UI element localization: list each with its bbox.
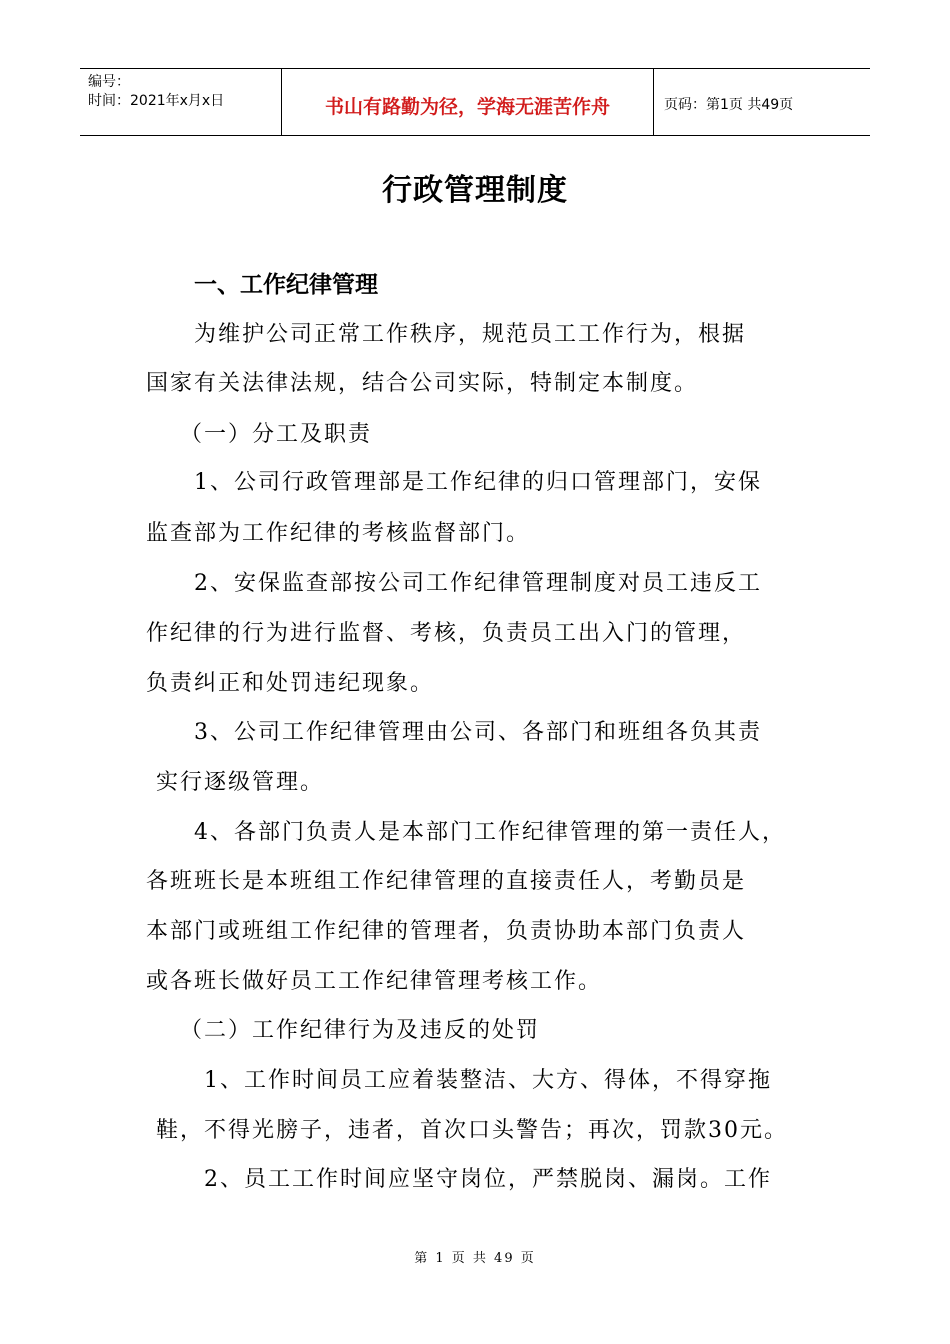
paragraph-line: 1、公司行政管理部是工作纪律的归口管理部门，安保 [194, 470, 762, 495]
header-meta-cell [80, 69, 282, 135]
paragraph-line: 各班班长是本班组工作纪律管理的直接责任人，考勤员是 [146, 869, 747, 894]
paragraph-line: 鞋，不得光膀子，违者，首次口头警告；再次，罚款30元。 [156, 1118, 788, 1143]
section-heading: 一、工作纪律管理 [194, 272, 378, 298]
paragraph-line: 本部门或班组工作纪律的管理者，负责协助本部门负责人 [146, 919, 747, 944]
header-table [80, 68, 870, 136]
paragraph-line: 为维护公司正常工作秩序，规范员工工作行为，根据 [194, 322, 747, 347]
paragraph-line: 实行逐级管理。 [156, 770, 325, 795]
paragraph-line: 或各班长做好员工工作纪律管理考核工作。 [146, 969, 603, 994]
header-page-info: 页码：第1页 共49页 [664, 97, 794, 113]
document-title: 行政管理制度 [382, 173, 568, 208]
page-footer: 第 1 页 共 49 页 [414, 1251, 536, 1266]
document-time-label: 时间：2021年x月x日 [88, 93, 225, 109]
paragraph-line: 4、各部门负责人是本部门工作纪律管理的第一责任人， [194, 820, 786, 845]
paragraph-line: 负责纠正和处罚违纪现象。 [146, 671, 435, 696]
paragraph-line: 国家有关法律法规，结合公司实际，特制定本制度。 [146, 371, 699, 396]
header-motto: 书山有路勤为径，学海无涯苦作舟 [282, 69, 654, 135]
paragraph-line: 2、安保监查部按公司工作纪律管理制度对员工违反工 [194, 571, 762, 596]
document-number-label: 编号： [88, 74, 130, 90]
subsection-heading: （二）工作纪律行为及违反的处罚 [180, 1018, 541, 1043]
subsection-heading: （一）分工及职责 [180, 422, 373, 447]
paragraph-line: 1、工作时间员工应着装整洁、大方、得体，不得穿拖 [204, 1068, 772, 1093]
paragraph-line: 2、员工工作时间应坚守岗位，严禁脱岗、漏岗。工作 [204, 1167, 772, 1192]
paragraph-line: 3、公司工作纪律管理由公司、各部门和班组各负其责 [194, 720, 762, 745]
paragraph-line: 作纪律的行为进行监督、考核，负责员工出入门的管理， [146, 621, 747, 646]
paragraph-line: 监查部为工作纪律的考核监督部门。 [146, 521, 531, 546]
